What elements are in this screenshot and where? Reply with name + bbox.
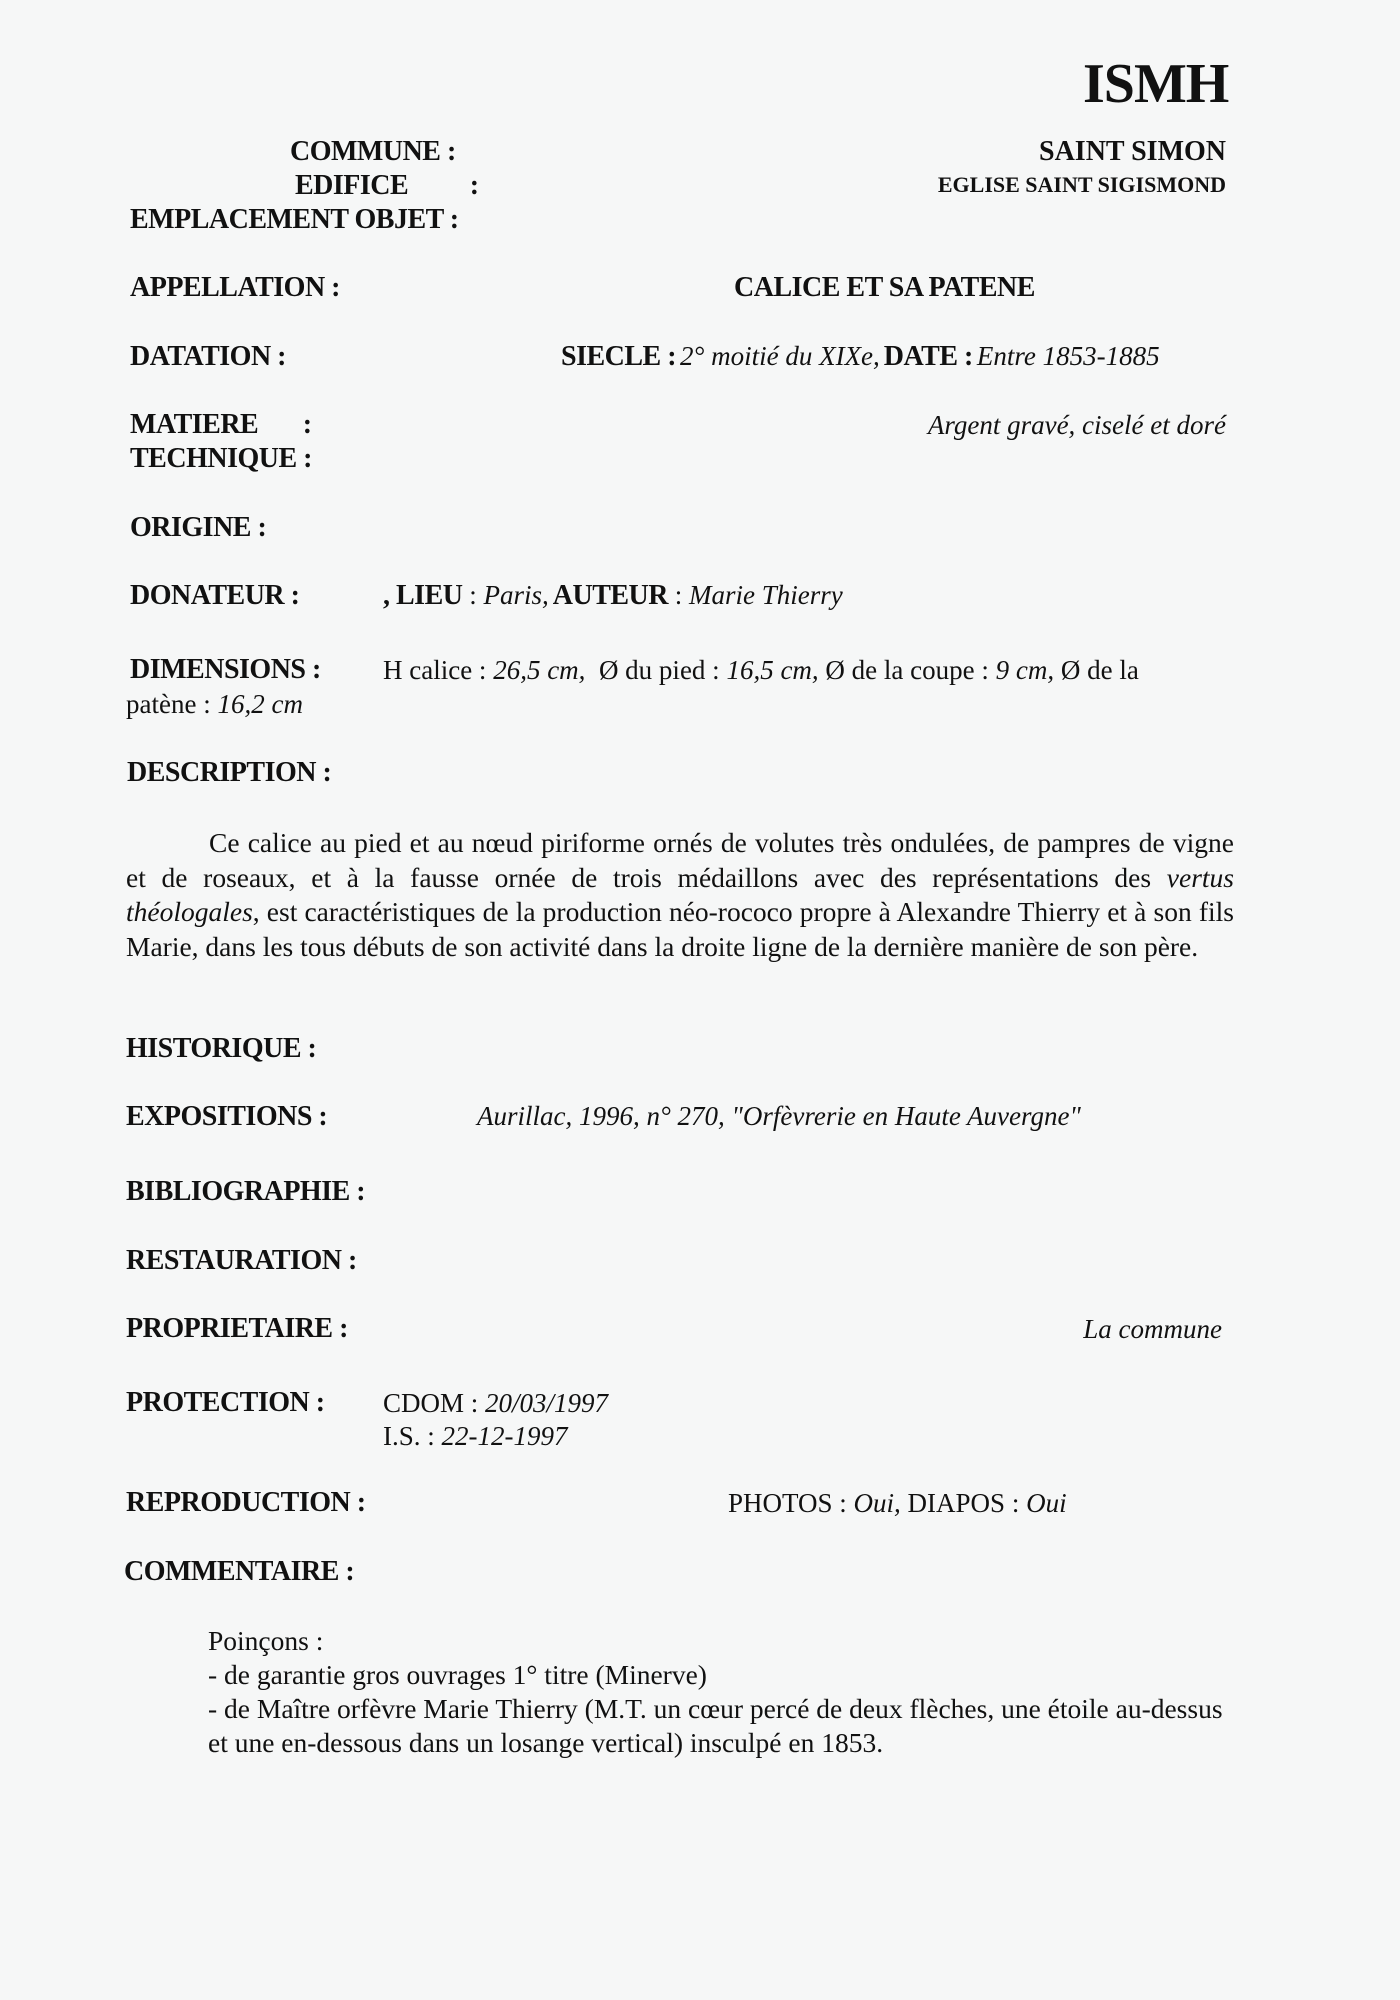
siecle-label: SIECLE : bbox=[561, 341, 677, 372]
auteur-value: Marie Thierry bbox=[689, 580, 843, 610]
diapos-label: DIAPOS : bbox=[907, 1488, 1020, 1518]
document-code: ISMH bbox=[1083, 53, 1229, 115]
cdom-value: 20/03/1997 bbox=[485, 1388, 609, 1418]
diapos-value: Oui bbox=[1026, 1488, 1067, 1518]
donateur-label: DONATEUR : bbox=[130, 580, 300, 611]
dimensions-value-line2 bbox=[126, 689, 303, 720]
is-label: I.S. : bbox=[383, 1421, 435, 1451]
datation-label: DATATION : bbox=[130, 341, 286, 372]
patene-value: 16,2 cm bbox=[217, 689, 303, 719]
photos-label: PHOTOS : bbox=[728, 1488, 847, 1518]
dimensions-value-line1 bbox=[383, 655, 1139, 686]
h-calice-label: H calice : bbox=[383, 655, 487, 685]
commune-label: COMMUNE : bbox=[290, 136, 456, 167]
description-text bbox=[126, 826, 1234, 964]
date-label: DATE : bbox=[883, 341, 973, 372]
description-label: DESCRIPTION : bbox=[127, 757, 332, 788]
edifice-label bbox=[295, 170, 479, 202]
description-text-italic: vertus théologales bbox=[126, 861, 1234, 927]
origine-label: ORIGINE : bbox=[130, 512, 267, 543]
commentaire-label: COMMENTAIRE : bbox=[124, 1556, 355, 1587]
edifice-label-text: EDIFICE : bbox=[295, 170, 479, 201]
expositions-label: EXPOSITIONS : bbox=[126, 1101, 328, 1132]
bibliographie-label: BIBLIOGRAPHIE : bbox=[126, 1176, 366, 1207]
commentaire-line: Poinçons : bbox=[208, 1625, 324, 1656]
coupe-value: 9 cm, bbox=[995, 655, 1055, 685]
matiere-label: MATIERE : bbox=[130, 409, 312, 440]
datation-value bbox=[561, 341, 1160, 373]
reproduction-value bbox=[728, 1488, 1067, 1519]
protection-is bbox=[383, 1421, 568, 1452]
patene-label-b: patène : bbox=[126, 689, 211, 719]
protection-label: PROTECTION : bbox=[126, 1387, 325, 1418]
commentaire-line: - de garantie gros ouvrages 1° titre (Minerve) bbox=[208, 1659, 707, 1690]
description-text-part2: , est caractéristiques de la production néo-rococo propre à Alexandre Thierry et à son fils Marie, dans les tous débuts de son activité dans la droite ligne de la dernière manière de son père. bbox=[126, 896, 1234, 962]
protection-cdom bbox=[383, 1388, 608, 1419]
historique-label: HISTORIQUE : bbox=[126, 1033, 317, 1064]
expositions-value: Aurillac, 1996, n° 270, "Orfèvrerie en Haute Auvergne" bbox=[477, 1101, 1081, 1131]
matiere-value: Argent gravé, ciselé et doré bbox=[927, 410, 1226, 440]
proprietaire-value: La commune bbox=[1083, 1314, 1222, 1344]
description-text-part1: Ce calice au pied et au nœud piriforme ornés de volutes très ondulées, de pampres de vigne et de roseaux, et à la fausse ornée de trois médaillons avec des représentations des bbox=[126, 827, 1234, 893]
photos-value: Oui, bbox=[853, 1488, 901, 1518]
pied-value: 16,5 cm, bbox=[726, 655, 819, 685]
auteur-label: AUTEUR bbox=[552, 580, 668, 611]
date-value: Entre 1853-1885 bbox=[976, 341, 1160, 371]
appellation-label: APPELLATION : bbox=[130, 272, 340, 303]
dimensions-label: DIMENSIONS : bbox=[130, 654, 321, 685]
restauration-label: RESTAURATION : bbox=[126, 1245, 357, 1276]
commentaire-line: - de Maître orfèvre Marie Thierry (M.T. un cœur percé de deux flèches, une étoile au-dessus et une en-dessous dans un losange vertical) insculpé en 1853. bbox=[208, 1693, 1223, 1758]
commune-value: SAINT SIMON bbox=[1039, 136, 1226, 167]
is-value: 22-12-1997 bbox=[441, 1421, 568, 1451]
proprietaire-label: PROPRIETAIRE : bbox=[126, 1313, 348, 1344]
technique-label: TECHNIQUE : bbox=[130, 443, 312, 474]
siecle-value: 2° moitié du XIXe, bbox=[680, 341, 880, 371]
reproduction-label: REPRODUCTION : bbox=[126, 1487, 366, 1518]
commentaire-text bbox=[208, 1624, 1228, 1760]
coupe-label: Ø de la coupe : bbox=[825, 655, 989, 685]
emplacement-label: EMPLACEMENT OBJET : bbox=[130, 204, 459, 235]
edifice-value: EGLISE SAINT SIGISMOND bbox=[937, 172, 1226, 197]
appellation-value: CALICE ET SA PATENE bbox=[734, 272, 1035, 303]
lieu-label: , LIEU bbox=[383, 580, 463, 611]
lieu-value: Paris, bbox=[483, 580, 549, 610]
donateur-value: , LIEU : Paris, AUTEUR : Marie Thierry bbox=[383, 580, 843, 611]
patene-label-a: Ø de la bbox=[1060, 655, 1139, 685]
pied-label: Ø du pied : bbox=[598, 655, 720, 685]
cdom-label: CDOM : bbox=[383, 1388, 479, 1418]
h-calice-value: 26,5 cm, bbox=[493, 655, 586, 685]
